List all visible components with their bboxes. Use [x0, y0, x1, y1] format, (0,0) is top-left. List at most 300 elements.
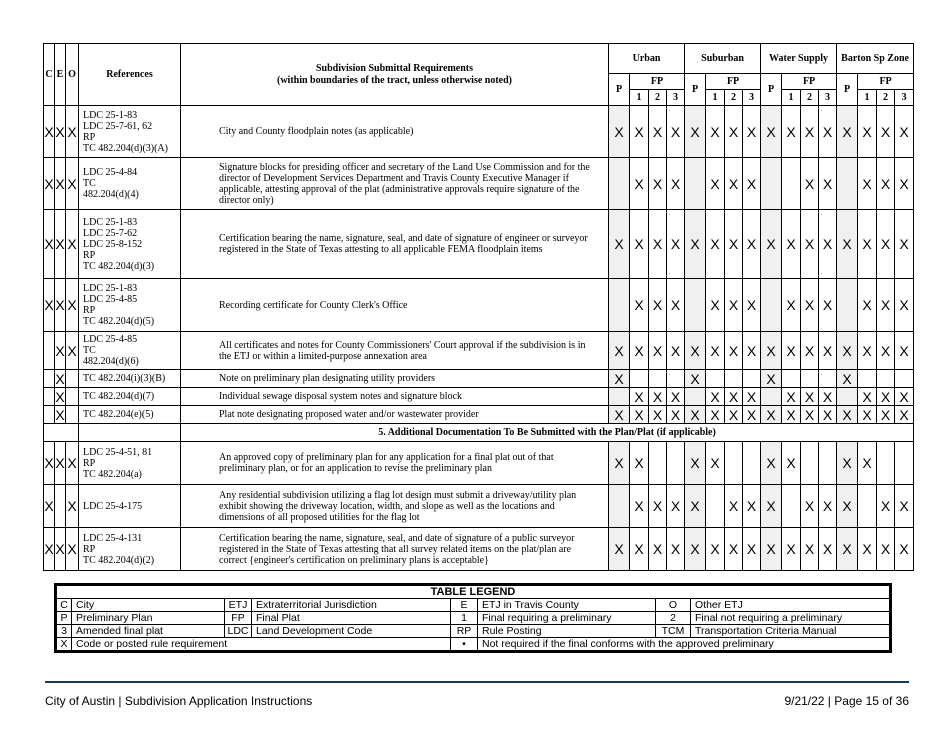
reference-line: LDC 25-1-83 — [83, 283, 138, 294]
mark-cell: X — [782, 210, 801, 279]
reference-line: TC 482.204(d)(7) — [83, 391, 155, 402]
references-cell — [79, 279, 181, 332]
table-row — [44, 332, 914, 370]
mark-cell: X — [630, 388, 649, 406]
table-row — [44, 406, 914, 424]
mark-cell: X — [782, 388, 801, 406]
cell-o — [66, 406, 79, 424]
requirement-text: Certification bearing the name, signature, seal, and date of signature of engineer or surveyor registered in the State of Texas attesting to all applicable FEMA floodplain items — [181, 210, 609, 279]
mark-cell — [685, 158, 706, 210]
legend-code: 2 — [656, 612, 691, 625]
mark-cell — [725, 442, 743, 485]
mark-cell: X — [609, 528, 630, 571]
header-title-line2: (within boundaries of the tract, unless otherwise noted) — [277, 74, 512, 86]
cell-c — [44, 370, 55, 388]
reference-line: LDC 25-7-62 — [83, 227, 138, 239]
legend-code: RP — [451, 625, 478, 638]
footer-divider — [45, 681, 909, 683]
mark-cell: X — [819, 106, 837, 158]
references-cell — [79, 528, 181, 571]
mark-cell: X — [895, 388, 914, 406]
mark-cell: X — [667, 388, 685, 406]
header-group-urban: Urban — [609, 44, 685, 74]
mark-cell: X — [858, 106, 877, 158]
header-fp-suburban: FP — [706, 74, 761, 90]
mark-cell: X — [858, 332, 877, 370]
mark-cell: X — [725, 485, 743, 528]
legend-title: TABLE LEGEND — [56, 585, 891, 599]
header-fp-urban: FP — [630, 74, 685, 90]
reference-line: RP — [83, 305, 96, 316]
mark-cell: X — [649, 158, 667, 210]
legend-code: • — [451, 638, 478, 652]
header-n1-water-supply: 1 — [782, 90, 801, 106]
mark-cell: X — [667, 485, 685, 528]
cell-o — [66, 370, 79, 388]
reference-line: TC 482.204(d)(5) — [83, 316, 155, 327]
mark-cell: X — [667, 332, 685, 370]
requirement-text: An approved copy of preliminary plan for any application for a final plat out of that preliminary plan, or for an application to revise the preliminary plan — [181, 442, 609, 485]
mark-cell: X — [877, 485, 895, 528]
mark-cell: X — [743, 406, 761, 424]
mark-cell: X — [743, 485, 761, 528]
requirement-text: Any residential subdivision utilizing a flag lot design must submit a driveway/utility plan exhibit showing the driveway location, width, and slope as well as the locations and dimensions of all proposed utilities for the flag lot — [181, 485, 609, 528]
mark-cell: X — [761, 370, 782, 388]
legend-code: 3 — [56, 625, 72, 638]
mark-cell: X — [649, 106, 667, 158]
cell-e — [55, 485, 66, 528]
header-n1-barton: 1 — [858, 90, 877, 106]
mark-cell: X — [725, 210, 743, 279]
reference-line: TC — [83, 345, 96, 356]
table-row — [44, 370, 914, 388]
mark-cell — [706, 485, 725, 528]
legend-meaning: Final Plat — [252, 612, 451, 625]
mark-cell: X — [706, 528, 725, 571]
header-n2-water-supply: 2 — [801, 90, 819, 106]
mark-cell: X — [895, 106, 914, 158]
requirement-text: Signature blocks for presiding officer and secretary of the Land Use Commission and for the director of Development Services Department and Travis County Executive Manager if applicable, attesting approval of the plat (administrative approvals require signature of the director only) — [181, 158, 609, 210]
mark-cell: X — [667, 158, 685, 210]
cell-o: X — [66, 442, 79, 485]
mark-cell: X — [609, 106, 630, 158]
mark-cell: X — [761, 210, 782, 279]
mark-cell — [609, 388, 630, 406]
reference-line: LDC 25-4-175 — [83, 500, 143, 512]
cell-e: X — [55, 210, 66, 279]
mark-cell — [877, 370, 895, 388]
mark-cell: X — [801, 332, 819, 370]
mark-cell: X — [877, 158, 895, 210]
mark-cell: X — [801, 406, 819, 424]
mark-cell: X — [858, 442, 877, 485]
mark-cell: X — [649, 528, 667, 571]
legend-meaning: ETJ in Travis County — [478, 599, 656, 612]
requirement-text: Certification bearing the name, signature, seal, and date of signature of a public surveyor registered in the State of Texas attesting that all survey related items on the plat/plan are correct {engineer's certification on preliminary plans is acceptable} — [181, 528, 609, 571]
legend-code: C — [56, 599, 72, 612]
mark-cell — [685, 388, 706, 406]
reference-line: LDC 25-4-131 — [83, 532, 143, 544]
table-legend — [54, 583, 892, 653]
mark-cell: X — [685, 406, 706, 424]
mark-cell: X — [877, 388, 895, 406]
mark-cell: X — [667, 528, 685, 571]
mark-cell — [609, 279, 630, 332]
mark-cell: X — [725, 332, 743, 370]
mark-cell: X — [649, 388, 667, 406]
references-cell — [79, 332, 181, 370]
mark-cell: X — [837, 485, 858, 528]
mark-cell: X — [782, 442, 801, 485]
references-cell — [79, 485, 181, 528]
header-n3-barton: 3 — [895, 90, 914, 106]
header-references: References — [79, 44, 181, 106]
reference-line: LDC 25-1-83 — [83, 109, 138, 121]
reference-line: TC 482.204(d)(3)(A) — [83, 142, 168, 154]
mark-cell — [725, 370, 743, 388]
mark-cell: X — [725, 406, 743, 424]
mark-cell: X — [725, 388, 743, 406]
legend-code: ETJ — [225, 599, 252, 612]
mark-cell: X — [761, 528, 782, 571]
mark-cell: X — [858, 279, 877, 332]
mark-cell: X — [685, 210, 706, 279]
references-cell — [79, 158, 181, 210]
mark-cell: X — [782, 106, 801, 158]
mark-cell: X — [649, 485, 667, 528]
header-c: C — [44, 44, 55, 106]
legend-meaning: Not required if the final conforms with the approved preliminary — [478, 638, 891, 652]
reference-line: 482.204(d)(6) — [83, 356, 139, 367]
header-title-line1: Subdivision Submittal Requirements — [315, 62, 474, 74]
mark-cell: X — [609, 332, 630, 370]
legend-row — [56, 625, 891, 638]
mark-cell: X — [782, 279, 801, 332]
cell-e: X — [55, 332, 66, 370]
mark-cell: X — [858, 210, 877, 279]
header-fp-water-supply: FP — [782, 74, 837, 90]
mark-cell — [649, 370, 667, 388]
reference-line: LDC 25-4-51, 81 — [83, 446, 153, 458]
mark-cell: X — [858, 158, 877, 210]
cell-c — [44, 332, 55, 370]
mark-cell: X — [819, 406, 837, 424]
requirements-table — [43, 43, 914, 571]
mark-cell: X — [725, 279, 743, 332]
mark-cell: X — [609, 210, 630, 279]
mark-cell: X — [609, 370, 630, 388]
legend-code: 1 — [451, 612, 478, 625]
mark-cell: X — [819, 158, 837, 210]
cell-e: X — [55, 279, 66, 332]
mark-cell — [630, 370, 649, 388]
legend-code: X — [56, 638, 72, 652]
mark-cell: X — [895, 406, 914, 424]
cell-c — [44, 388, 55, 406]
mark-cell: X — [837, 332, 858, 370]
mark-cell — [609, 158, 630, 210]
mark-cell: X — [837, 406, 858, 424]
mark-cell: X — [706, 106, 725, 158]
mark-cell: X — [877, 106, 895, 158]
mark-cell: X — [819, 528, 837, 571]
mark-cell: X — [743, 528, 761, 571]
table-row — [44, 210, 914, 279]
mark-cell: X — [761, 332, 782, 370]
mark-cell: X — [895, 485, 914, 528]
mark-cell: X — [667, 279, 685, 332]
mark-cell: X — [761, 106, 782, 158]
legend-meaning: Rule Posting — [478, 625, 656, 638]
mark-cell: X — [837, 528, 858, 571]
cell-o: X — [66, 332, 79, 370]
mark-cell — [895, 370, 914, 388]
mark-cell: X — [685, 370, 706, 388]
mark-cell: X — [743, 106, 761, 158]
cell-o — [66, 388, 79, 406]
mark-cell: X — [630, 528, 649, 571]
header-group-water-supply: Water Supply — [761, 44, 837, 74]
cell-e: X — [55, 106, 66, 158]
cell-e: X — [55, 528, 66, 571]
reference-line: RP — [83, 543, 96, 555]
legend-row — [56, 599, 891, 612]
header-n3-water-supply: 3 — [819, 90, 837, 106]
mark-cell — [819, 442, 837, 485]
mark-cell — [761, 388, 782, 406]
mark-cell: X — [743, 332, 761, 370]
reference-line: LDC 25-7-61, 62 — [83, 120, 153, 132]
requirement-text: City and County floodplain notes (as applicable) — [181, 106, 609, 158]
table-row — [44, 106, 914, 158]
mark-cell: X — [630, 210, 649, 279]
header-group-suburban: Suburban — [685, 44, 761, 74]
mark-cell: X — [706, 388, 725, 406]
header-n2-urban: 2 — [649, 90, 667, 106]
reference-line: TC 482.204(a) — [83, 468, 142, 480]
mark-cell: X — [743, 210, 761, 279]
header-p-water-supply: P — [761, 74, 782, 106]
mark-cell: X — [819, 279, 837, 332]
mark-cell: X — [743, 279, 761, 332]
mark-cell: X — [877, 528, 895, 571]
mark-cell: X — [649, 406, 667, 424]
mark-cell: X — [706, 279, 725, 332]
mark-cell: X — [819, 485, 837, 528]
mark-cell — [837, 158, 858, 210]
cell-c: X — [44, 528, 55, 571]
mark-cell: X — [685, 528, 706, 571]
cell-c — [44, 406, 55, 424]
reference-line: LDC 25-4-85 — [83, 334, 138, 345]
table-row — [44, 528, 914, 571]
legend-code: E — [451, 599, 478, 612]
reference-line: TC 482.204(e)(5) — [83, 409, 154, 420]
reference-line: LDC 25-4-85 — [83, 294, 138, 305]
header-group-barton: Barton Sp Zone — [837, 44, 914, 74]
mark-cell — [837, 279, 858, 332]
mark-cell: X — [801, 485, 819, 528]
reference-line: LDC 25-8-152 — [83, 238, 143, 250]
mark-cell — [801, 370, 819, 388]
cell-c: X — [44, 442, 55, 485]
mark-cell: X — [761, 485, 782, 528]
mark-cell: X — [761, 442, 782, 485]
legend-code: P — [56, 612, 72, 625]
legend-meaning: Extraterritorial Jurisdiction — [252, 599, 451, 612]
header-requirements — [181, 44, 609, 106]
mark-cell — [858, 370, 877, 388]
section-spacer — [44, 424, 79, 442]
header-p-barton: P — [837, 74, 858, 106]
legend-row — [56, 638, 891, 652]
mark-cell: X — [858, 406, 877, 424]
mark-cell: X — [630, 442, 649, 485]
cell-c: X — [44, 158, 55, 210]
mark-cell: X — [858, 388, 877, 406]
mark-cell — [667, 370, 685, 388]
mark-cell: X — [895, 158, 914, 210]
header-n1-suburban: 1 — [706, 90, 725, 106]
legend-meaning: Final not requiring a preliminary — [691, 612, 891, 625]
references-cell — [79, 210, 181, 279]
mark-cell: X — [706, 332, 725, 370]
mark-cell: X — [685, 106, 706, 158]
reference-line: RP — [83, 457, 96, 469]
mark-cell: X — [649, 332, 667, 370]
mark-cell — [706, 370, 725, 388]
mark-cell — [743, 370, 761, 388]
table-row — [44, 485, 914, 528]
table-row — [44, 279, 914, 332]
mark-cell: X — [685, 442, 706, 485]
legend-row — [56, 612, 891, 625]
footer-left: City of Austin | Subdivision Application Instructions — [45, 694, 313, 708]
header-e: E — [55, 44, 66, 106]
reference-line: 482.204(d)(4) — [83, 189, 139, 200]
mark-cell: X — [837, 210, 858, 279]
legend-code: O — [656, 599, 691, 612]
table-row — [44, 388, 914, 406]
mark-cell: X — [895, 279, 914, 332]
mark-cell: X — [630, 406, 649, 424]
mark-cell — [649, 442, 667, 485]
mark-cell: X — [877, 406, 895, 424]
legend-code: TCM — [656, 625, 691, 638]
references-cell — [79, 106, 181, 158]
legend-meaning: Other ETJ — [691, 599, 891, 612]
cell-c: X — [44, 210, 55, 279]
cell-o: X — [66, 106, 79, 158]
cell-c: X — [44, 106, 55, 158]
references-cell — [79, 406, 181, 424]
mark-cell: X — [630, 158, 649, 210]
legend-meaning: City — [72, 599, 225, 612]
footer-page-info: 9/21/22 | Page 15 of 36 — [784, 694, 909, 708]
header-n3-urban: 3 — [667, 90, 685, 106]
cell-c: X — [44, 279, 55, 332]
mark-cell: X — [743, 388, 761, 406]
legend-meaning: Amended final plat — [72, 625, 225, 638]
requirement-text: Note on preliminary plan designating utility providers — [181, 370, 609, 388]
mark-cell: X — [667, 406, 685, 424]
mark-cell: X — [743, 158, 761, 210]
legend-meaning: Preliminary Plan — [72, 612, 225, 625]
mark-cell — [819, 370, 837, 388]
cell-e: X — [55, 442, 66, 485]
legend-meaning: Code or posted rule requirement — [72, 638, 451, 652]
mark-cell: X — [819, 210, 837, 279]
reference-line: TC — [83, 178, 96, 189]
header-n2-suburban: 2 — [725, 90, 743, 106]
mark-cell — [877, 442, 895, 485]
table-row — [44, 442, 914, 485]
mark-cell: X — [895, 332, 914, 370]
mark-cell — [685, 279, 706, 332]
legend-meaning: Transportation Criteria Manual — [691, 625, 891, 638]
mark-cell: X — [649, 279, 667, 332]
mark-cell: X — [706, 210, 725, 279]
mark-cell — [761, 158, 782, 210]
legend-meaning: Land Development Code — [252, 625, 451, 638]
mark-cell: X — [706, 406, 725, 424]
mark-cell — [782, 158, 801, 210]
mark-cell: X — [609, 442, 630, 485]
requirement-text: All certificates and notes for County Commissioners' Court approval if the subdivision is in the ETJ or within a limited-purpose annexation area — [181, 332, 609, 370]
mark-cell: X — [609, 406, 630, 424]
mark-cell — [782, 370, 801, 388]
mark-cell: X — [630, 485, 649, 528]
references-cell — [79, 442, 181, 485]
mark-cell: X — [801, 528, 819, 571]
reference-line: LDC 25-1-83 — [83, 216, 138, 228]
cell-c: X — [44, 485, 55, 528]
requirement-text: Individual sewage disposal system notes and signature block — [181, 388, 609, 406]
requirement-text: Recording certificate for County Clerk's Office — [181, 279, 609, 332]
mark-cell — [782, 485, 801, 528]
mark-cell — [858, 485, 877, 528]
cell-e: X — [55, 388, 65, 405]
references-cell — [79, 370, 181, 388]
reference-line: TC 482.204(i)(3)(B) — [83, 373, 166, 384]
table-row — [44, 158, 914, 210]
mark-cell — [761, 279, 782, 332]
mark-cell: X — [630, 279, 649, 332]
mark-cell: X — [801, 388, 819, 406]
reference-line: TC 482.204(d)(2) — [83, 554, 155, 566]
mark-cell: X — [706, 158, 725, 210]
cell-o: X — [66, 485, 79, 528]
mark-cell: X — [782, 332, 801, 370]
mark-cell: X — [837, 370, 858, 388]
header-fp-barton: FP — [858, 74, 914, 90]
mark-cell: X — [801, 210, 819, 279]
mark-cell — [837, 388, 858, 406]
mark-cell: X — [685, 332, 706, 370]
mark-cell: X — [630, 332, 649, 370]
cell-o: X — [66, 528, 79, 571]
mark-cell: X — [782, 528, 801, 571]
mark-cell: X — [837, 106, 858, 158]
mark-cell: X — [877, 210, 895, 279]
mark-cell: X — [706, 442, 725, 485]
cell-o: X — [66, 210, 79, 279]
reference-line: RP — [83, 131, 96, 143]
requirement-text: Plat note designating proposed water and/or wastewater provider — [181, 406, 609, 424]
mark-cell: X — [667, 106, 685, 158]
header-n2-barton: 2 — [877, 90, 895, 106]
mark-cell: X — [801, 279, 819, 332]
